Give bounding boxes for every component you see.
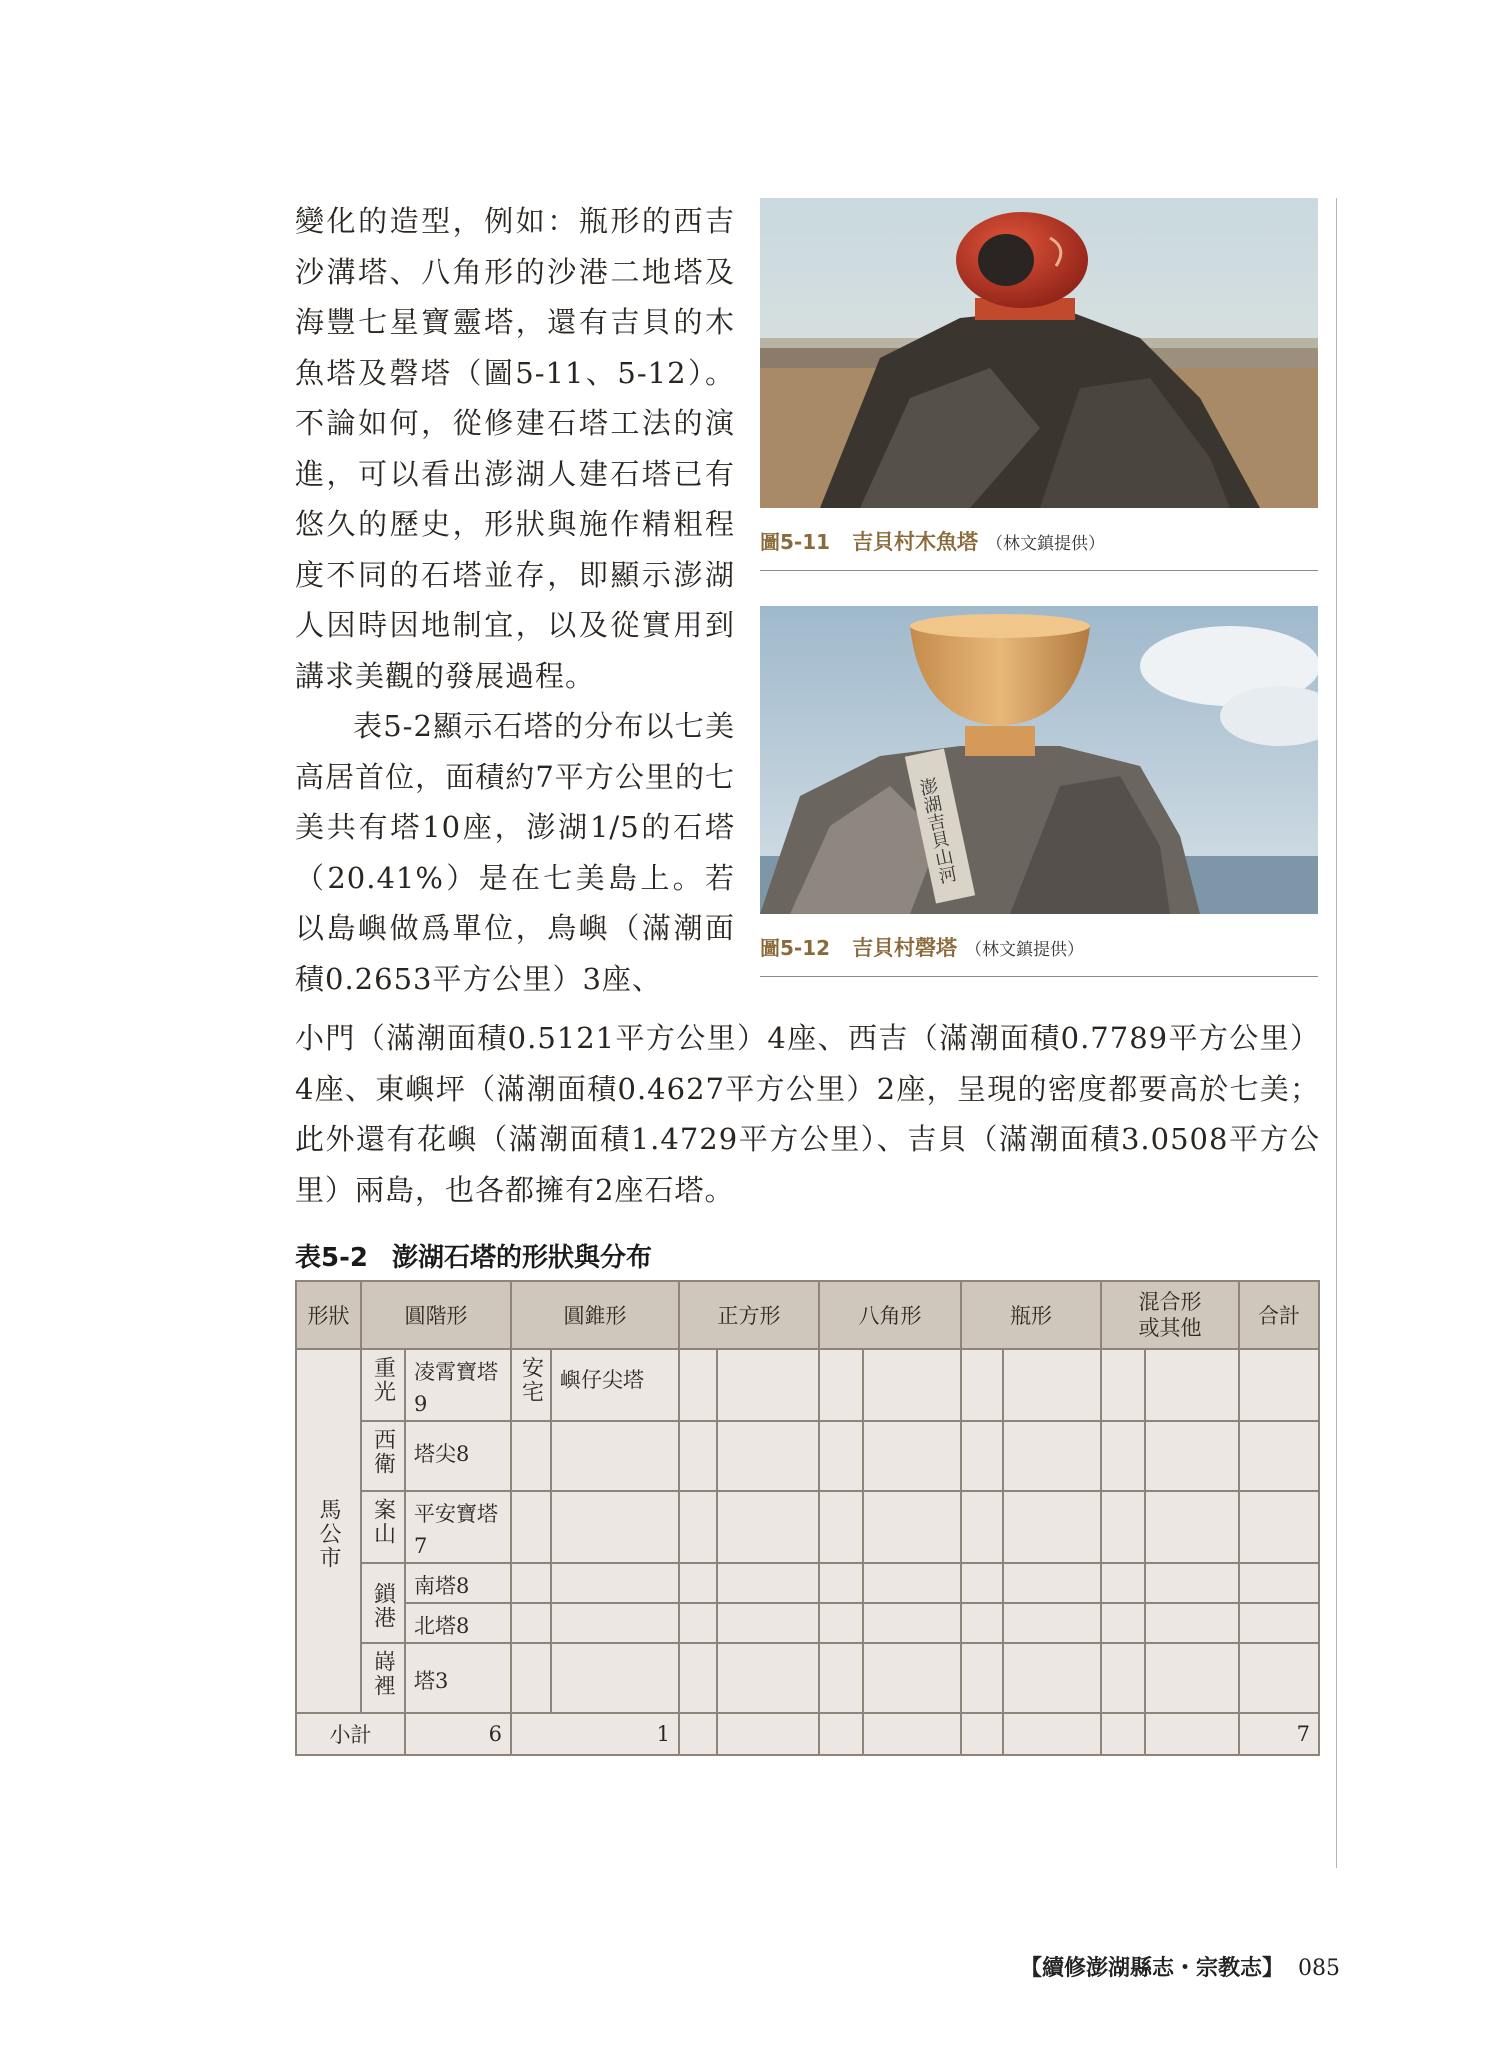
- header-square: 正方形: [679, 1281, 819, 1349]
- cone-village-cell: 安宅: [511, 1349, 551, 1421]
- body-text-narrow: [295, 196, 735, 1004]
- table-row: [296, 1421, 1319, 1491]
- table-row: [296, 1643, 1319, 1713]
- figure-caption-5-12: [760, 932, 1318, 977]
- village-cell: 西衛: [361, 1421, 405, 1491]
- cone-cell: 嶼仔尖塔: [551, 1349, 679, 1421]
- photo-wooden-fish-tower: [760, 198, 1318, 508]
- village-cell: 案山: [361, 1491, 405, 1563]
- header-shape: 形狀: [296, 1281, 361, 1349]
- header-round-step: 圓階形: [361, 1281, 511, 1349]
- table-number: 表5-2: [295, 1243, 368, 1273]
- figure-title: 吉貝村磬塔: [852, 936, 958, 960]
- table-row: [296, 1603, 1319, 1643]
- subtotal-total: 7: [1239, 1713, 1319, 1755]
- subtotal-row: [296, 1713, 1319, 1755]
- table-caption: 澎湖石塔的形狀與分布: [391, 1243, 652, 1273]
- page-margin-rule: [1336, 198, 1337, 1868]
- subtotal-label: 小計: [296, 1713, 405, 1755]
- header-mixed: 混合形或其他: [1101, 1281, 1239, 1349]
- figure-credit: （林文鎮提供）: [965, 940, 1085, 960]
- figure-number: 圖5-11: [760, 530, 831, 554]
- header-octagon: 八角形: [819, 1281, 961, 1349]
- distribution-table: [295, 1280, 1320, 1756]
- table-header-row: [296, 1281, 1319, 1349]
- region-cell: 馬公市: [296, 1349, 361, 1713]
- header-total: 合計: [1239, 1281, 1319, 1349]
- round-step-cell: 塔尖8: [405, 1421, 511, 1491]
- book-title: 【續修澎湖縣志・宗教志】: [1019, 1955, 1284, 1981]
- paragraph-3: 小門（滿潮面積0.5121平方公里）4座、西吉（滿潮面積0.7789平方公里）4座、東嶼坪（滿潮面積0.4627平方公里）2座，呈現的密度都要高於七美；此外還有花嶼（滿潮面積1.4729平方公里）、吉貝（滿潮面積3.0508平方公里）兩島，也各都擁有2座石塔。: [295, 1021, 1320, 1207]
- page-number: 085: [1298, 1956, 1340, 1981]
- page-footer: [1020, 1951, 1340, 1982]
- table-row: [296, 1491, 1319, 1563]
- tower-inscription: 澎湖吉貝山河: [915, 775, 959, 886]
- table-title: [295, 1237, 652, 1274]
- round-step-cell: 南塔8: [405, 1563, 511, 1603]
- village-cell: 嵵裡: [361, 1643, 405, 1713]
- village-cell: 重光: [361, 1349, 405, 1421]
- paragraph-1: 變化的造型，例如：瓶形的西吉沙溝塔、八角形的沙港二地塔及海豐七星寶靈塔，還有吉貝的木魚塔及磬塔（圖5-11、5-12）。不論如何，從修建石塔工法的演進，可以看出澎湖人建石塔已有悠久的歷史，形狀與施作精粗程度不同的石塔並存，即顯示澎湖人因時因地制宜，以及從實用到講求美觀的發展過程。: [295, 204, 735, 693]
- village-cell: 鎖港: [361, 1563, 405, 1643]
- subtotal-cone: 1: [511, 1713, 679, 1755]
- header-vase: 瓶形: [961, 1281, 1101, 1349]
- subtotal-round-step: 6: [405, 1713, 511, 1755]
- table-row: [296, 1349, 1319, 1421]
- header-cone: 圓錐形: [511, 1281, 679, 1349]
- table-row: [296, 1563, 1319, 1603]
- paragraph-2: 表5-2顯示石塔的分布以七美高居首位，面積約7平方公里的七美共有塔10座，澎湖1/5的石塔（20.41%）是在七美島上。若以島嶼做爲單位，鳥嶼（滿潮面積0.2653平方公里）3座、: [295, 709, 735, 996]
- round-step-cell: 凌霄寶塔 9: [405, 1349, 511, 1421]
- round-step-cell: 北塔8: [405, 1603, 511, 1643]
- body-text-wide: [295, 1013, 1320, 1215]
- round-step-cell: 平安寶塔 7: [405, 1491, 511, 1563]
- figure-caption-5-11: [760, 526, 1318, 571]
- figure-number: 圖5-12: [760, 936, 831, 960]
- figure-credit: （林文鎮提供）: [986, 534, 1106, 554]
- round-step-cell: 塔3: [405, 1643, 511, 1713]
- photo-stone-chime-tower: [760, 606, 1318, 914]
- figure-title: 吉貝村木魚塔: [852, 530, 979, 554]
